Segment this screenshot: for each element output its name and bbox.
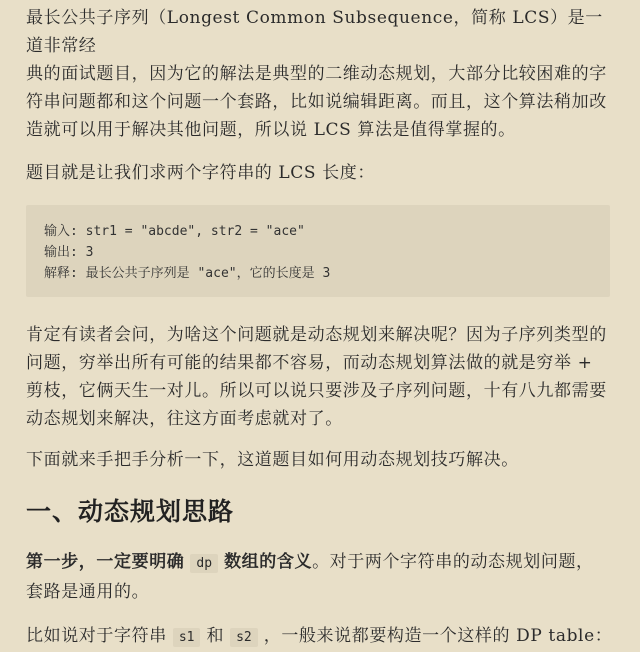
s1-code: s1 (173, 628, 201, 647)
why-line: 问题，穷举出所有可能的结果都不容易，而动态规划算法做的就是穷举 + (26, 353, 593, 373)
intro-line: 最长公共子序列（Longest Common Subsequence，简称 LCS）是一道非常经 (26, 8, 603, 56)
intro-line: 符串问题都和这个问题一个套路，比如说编辑距离。而且，这个算法稍加改 (26, 92, 607, 112)
last-and: 和 (206, 626, 225, 646)
dp-code: dp (190, 554, 218, 573)
last-suffix: ，一般来说都要构造一个这样的 DP table： (263, 626, 613, 646)
example-output: 输出: 3 (44, 245, 94, 260)
last-paragraph (26, 622, 616, 652)
why-paragraph (26, 321, 616, 433)
next-paragraph: 下面就来手把手分析一下，这道题目如何用动态规划技巧解决。 (26, 450, 519, 470)
intro-paragraph (26, 0, 616, 144)
why-line: 肯定有读者会问，为啥这个问题就是动态规划来解决呢？因为子序列类型的 (26, 325, 607, 345)
s2-code: s2 (230, 628, 258, 647)
section-heading: 一、动态规划思路 (26, 497, 235, 526)
example-input: 输入: str1 = "abcde", str2 = "ace" (44, 224, 305, 239)
step1-bold-suffix: 数组的含义 (224, 552, 313, 572)
why-line: 剪枝，它俩天生一对儿。所以可以说只要涉及子序列问题，十有八九都需要 (26, 381, 607, 401)
prompt-paragraph: 题目就是让我们求两个字符串的 LCS 长度： (26, 163, 375, 183)
example-explain: 解释: 最长公共子序列是 "ace"，它的长度是 3 (44, 266, 331, 281)
why-line: 动态规划来解决，往这方面考虑就对了。 (26, 409, 343, 429)
example-code-block (26, 205, 610, 297)
step1-bold-prefix: 第一步，一定要明确 (26, 552, 185, 572)
step1-paragraph (26, 548, 616, 606)
intro-line: 造就可以用于解决其他问题，所以说 LCS 算法是值得掌握的。 (26, 120, 516, 140)
step1-line-2: 套路是通用的。 (26, 582, 150, 602)
last-prefix: 比如说对于字符串 (26, 626, 167, 646)
step1-rest: 。对于两个字符串的动态规划问题， (312, 552, 594, 572)
step1-line-1 (26, 548, 616, 578)
intro-line: 典的面试题目，因为它的解法是典型的二维动态规划，大部分比较困难的字 (26, 64, 607, 84)
